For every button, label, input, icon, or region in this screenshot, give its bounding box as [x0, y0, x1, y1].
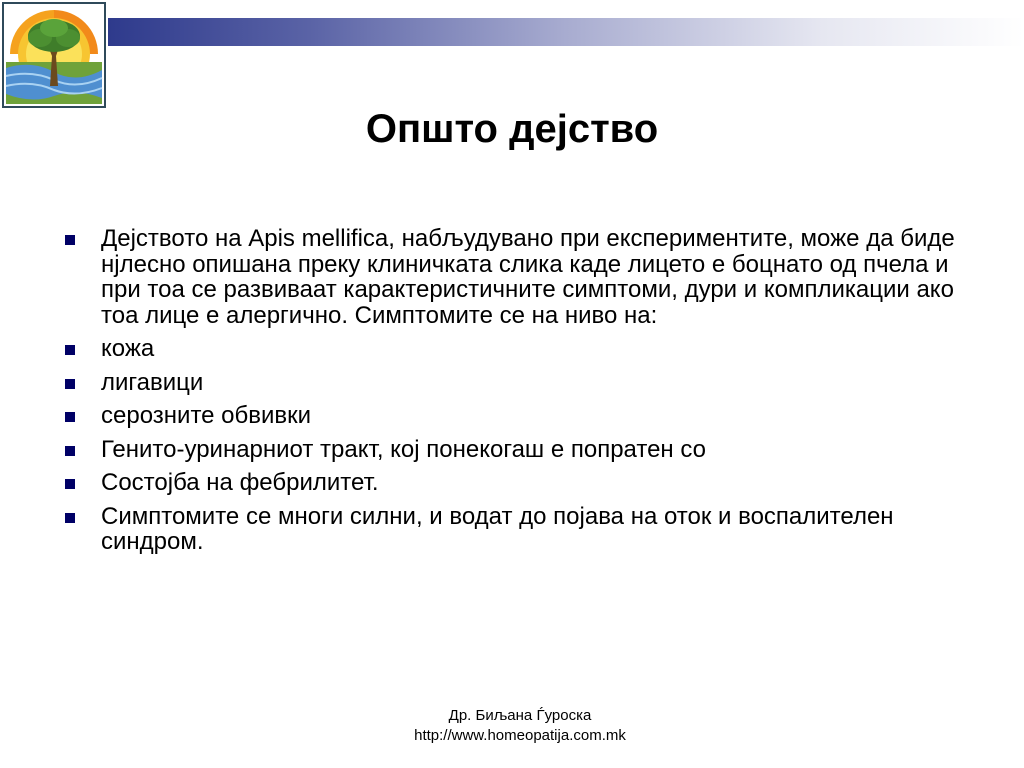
- square-bullet-icon: [65, 479, 75, 489]
- square-bullet-icon: [65, 345, 75, 355]
- bullet-text: кожа: [101, 335, 155, 362]
- bullet-text: лигавици: [101, 368, 204, 396]
- bullet-list: [60, 226, 960, 563]
- slide-title: Општо дејство: [365, 107, 659, 151]
- footer-url: http://www.homeopatija.com.mk: [414, 727, 626, 744]
- square-bullet-icon: [65, 235, 75, 245]
- bullet-item: [60, 437, 960, 463]
- bullet-item: [60, 470, 960, 496]
- bullet-text: Дејството на Apis mellifica, набљудувано при експериментите, може да биде нјлесно опишана преку клиничката слика каде лицето е боцнато од пчела и при тоа се развиваат карактеристичните симптоми, дури и компликации ако тоа лице е алергично. Симптомите се на ниво на:: [101, 225, 955, 329]
- footer-author: Др. Биљана Ѓуроска: [448, 707, 592, 724]
- bullet-text: Состојба на фебрилитет.: [101, 469, 379, 496]
- bullet-text: серозните обвивки: [101, 402, 312, 429]
- bullet-item: [60, 226, 960, 328]
- square-bullet-icon: [65, 446, 75, 456]
- tree-sun-water-logo-icon: [2, 2, 106, 108]
- bullet-text: Генито-уринарниот тракт, кој понекогаш е попратен со: [101, 435, 706, 463]
- square-bullet-icon: [65, 513, 75, 523]
- bullet-text: Симптомите се многи силни, и водат до појава на оток и воспалителен синдром.: [101, 502, 894, 555]
- bullet-item: [60, 336, 960, 362]
- footer: [360, 706, 680, 746]
- square-bullet-icon: [65, 379, 75, 389]
- square-bullet-icon: [65, 412, 75, 422]
- bullet-item: [60, 403, 960, 429]
- bullet-item: [60, 370, 960, 396]
- bullet-item: [60, 504, 960, 555]
- header-gradient-bar: [108, 18, 1024, 46]
